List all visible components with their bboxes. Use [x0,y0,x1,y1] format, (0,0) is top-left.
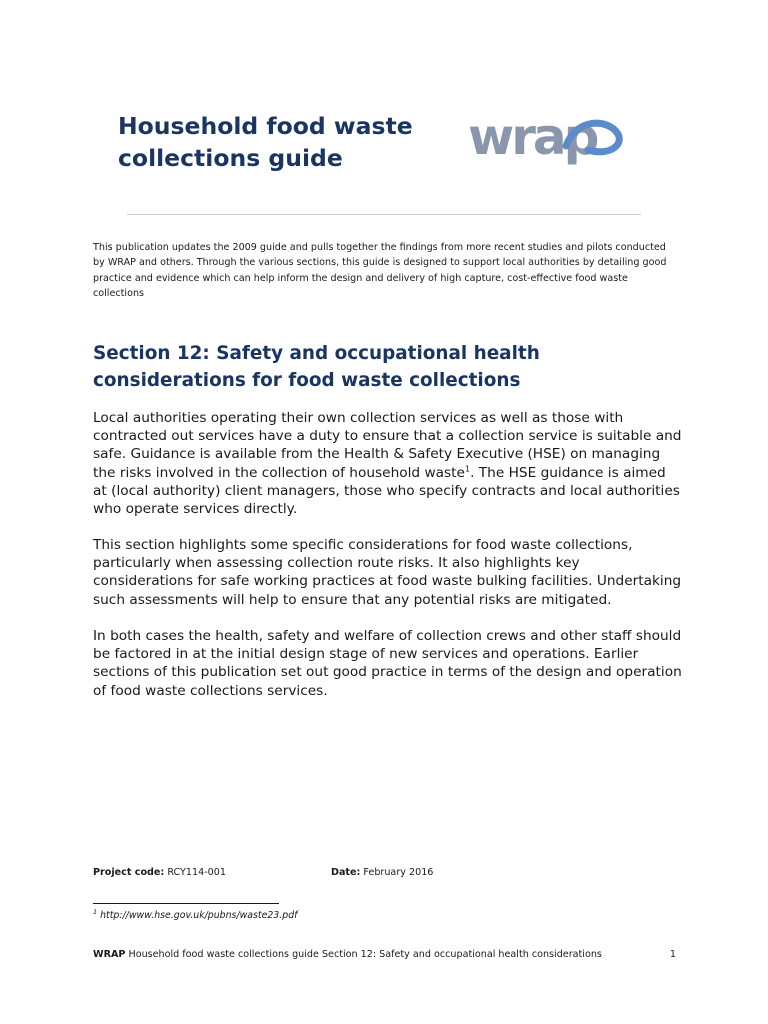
footnote-link[interactable]: http://www.hse.gov.uk/pubns/waste23.pdf [97,910,298,921]
section-heading [93,340,693,394]
paragraph-1-text-cont: . The HSE guidance is aimed at (local authority) client managers, those who specify contracts and local authorities who operate services directly. [93,464,680,518]
publication-date [331,867,433,878]
footnote-divider [93,903,279,904]
footer-brand: WRAP [93,949,126,960]
footer-text [93,949,602,960]
section-heading-line-1: Section 12: Safety and occupational health [93,343,540,364]
project-code [93,867,226,878]
document-title [118,110,448,174]
paragraph-1 [93,409,683,518]
title-line-2: collections guide [118,144,343,172]
section-heading-line-2: considerations for food waste collections [93,370,521,391]
intro-text: This publication updates the 2009 guide and pulls together the findings from more recent studies and pilots conducted by WRAP and others. Through the various sections, this guide is designed to support local authorities by detailing good practice and evidence which can help inform the design and delivery of high capture, cost-effective food waste collections [93,242,667,300]
paragraph-3: In both cases the health, safety and welfare of collection crews and other staff should be factored in at the initial design stage of new services and operations. Earlier sections of this publication set out good practice in terms of the design and operation of food waste collections services. [93,628,682,699]
header-divider [127,214,641,215]
wrap-logo-text: wrap [468,110,597,166]
title-line-1: Household food waste [118,112,413,140]
page-number: 1 [669,949,676,960]
paragraph-2: This section highlights some specific considerations for food waste collections, particularly when assessing collection route risks. It also highlights key considerations for safe working practices at food waste bulking facilities. Undertaking such assessments will help to ensure that any potential risks are mitigated. [93,537,682,608]
date-label: Date: [331,867,361,878]
footnote [93,907,298,921]
page-footer [93,949,676,960]
project-code-label: Project code: [93,867,165,878]
wrap-logo-graphic [468,110,628,174]
paragraph-1-text: Local authorities operating their own collection services as well as those with contracted out services have a duty to ensure that a collection service is suitable and safe. Guidance is available from the Health & Safety Executive (HSE) on managing the risks involved in the collection of household waste [93,410,682,481]
project-code-value: RCY114-001 [164,867,226,878]
wrap-logo [468,110,628,178]
footer-title: Household food waste collections guide Section 12: Safety and occupational health considerations [125,949,602,960]
footnote-marker: 1 [93,907,98,916]
date-value: February 2016 [360,867,434,878]
footnote-reference[interactable]: 1 [464,464,471,474]
